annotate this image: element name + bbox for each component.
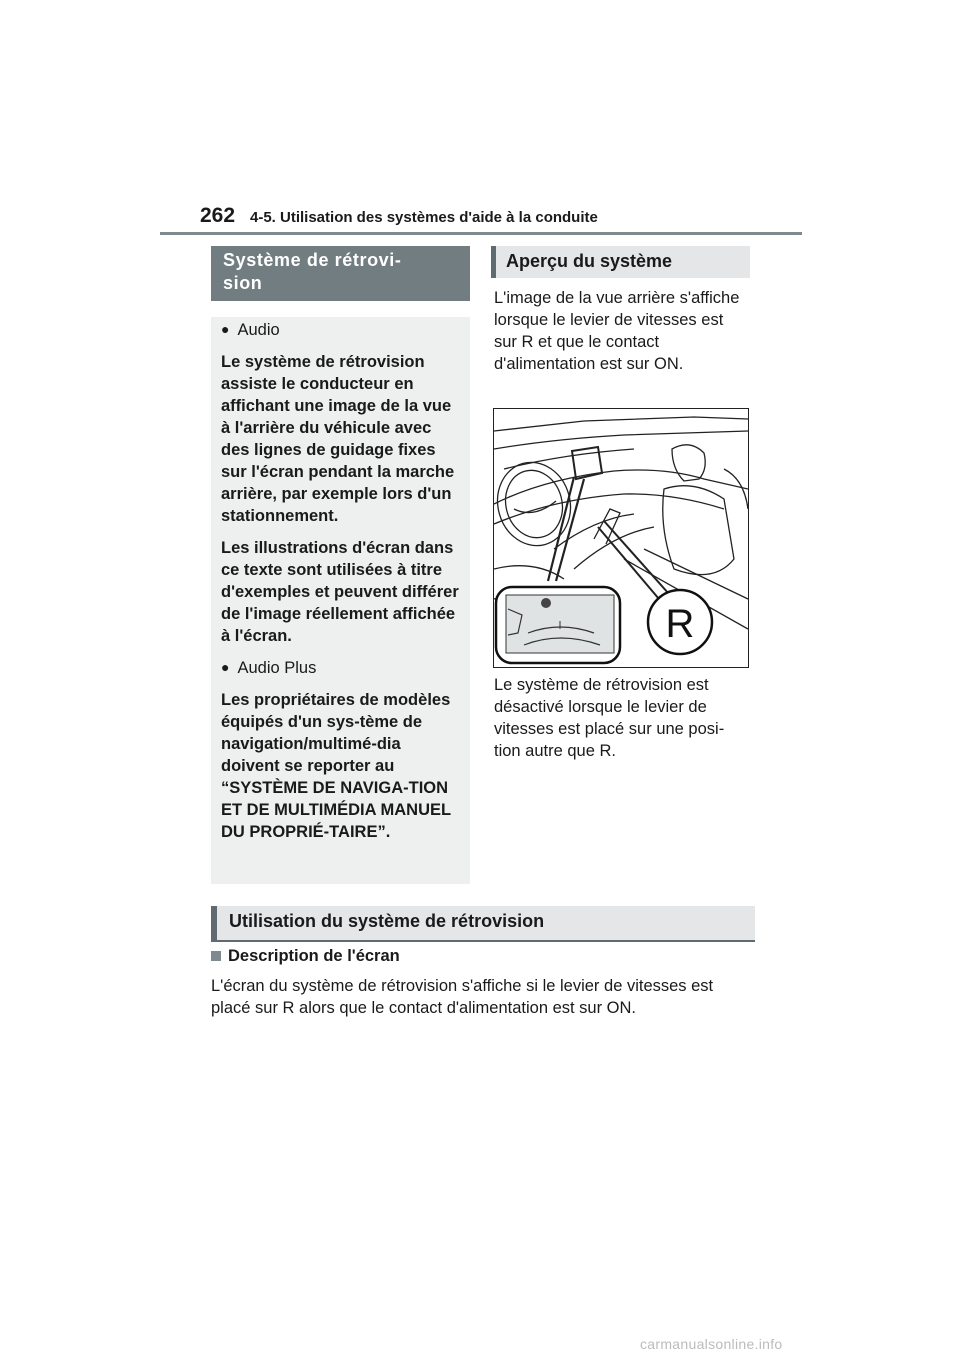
cockpit-illustration bbox=[493, 408, 749, 668]
square-bullet-icon bbox=[211, 951, 221, 961]
cockpit-drawing bbox=[494, 409, 748, 667]
left-panel bbox=[211, 317, 470, 884]
utilisation-heading: Utilisation du système de rétrovision bbox=[211, 906, 755, 941]
header-divider bbox=[160, 232, 802, 235]
apercu-text-2: Le système de rétrovision est désactivé lorsque le levier de vitesses est placé sur une posi-tion autre que R. bbox=[494, 676, 725, 760]
page-number: 262 bbox=[200, 204, 236, 227]
left-panel-title-line1: Système de rétrovi- bbox=[223, 250, 402, 270]
panel-paragraph-3: Les propriétaires de modèles équipés d'un sys-tème de navigation/multimé-dia doivent se reporter au “SYSTÈME DE NAVIGA-TION ET DE MULTIMÉDIA MANUEL DU PROPRIÉ-TAIRE”. bbox=[221, 691, 451, 841]
left-panel-title bbox=[211, 246, 470, 301]
left-panel-title-line2: sion bbox=[223, 273, 263, 293]
gear-r-label: R bbox=[665, 602, 695, 646]
utilisation-divider bbox=[211, 940, 755, 942]
panel-paragraph-2: Les illustrations d'écran dans ce texte sont utilisées à titre d'exemples et peuvent différer de l'image réellement affichée à l'écran. bbox=[221, 539, 459, 645]
apercu-text-1: L'image de la vue arrière s'affiche lorsque le levier de vitesses est sur R et que le contact d'alimentation est sur ON. bbox=[494, 289, 740, 373]
apercu-heading: Aperçu du système bbox=[491, 246, 750, 278]
description-subheading-text: Description de l'écran bbox=[228, 947, 400, 965]
bullet-audio-plus: ● Audio Plus bbox=[221, 657, 460, 679]
watermark: carmanualsonline.info bbox=[640, 1336, 783, 1352]
bullet-audio: ● Audio bbox=[221, 319, 460, 341]
description-text: L'écran du système de rétrovision s'affiche si le levier de vitesses est placé sur R alors que le contact d'alimentation est sur ON. bbox=[211, 977, 714, 1017]
section-title: 4-5. Utilisation des systèmes d'aide à la conduite bbox=[250, 209, 598, 226]
description-subheading bbox=[211, 947, 400, 966]
panel-paragraph-1: Le système de rétrovision assiste le conducteur en affichant une image de la vue à l'arrière du véhicule avec des lignes de guidage fixes sur l'écran pendant la marche arrière, par exemple lors d'un stationnement. bbox=[221, 353, 455, 525]
